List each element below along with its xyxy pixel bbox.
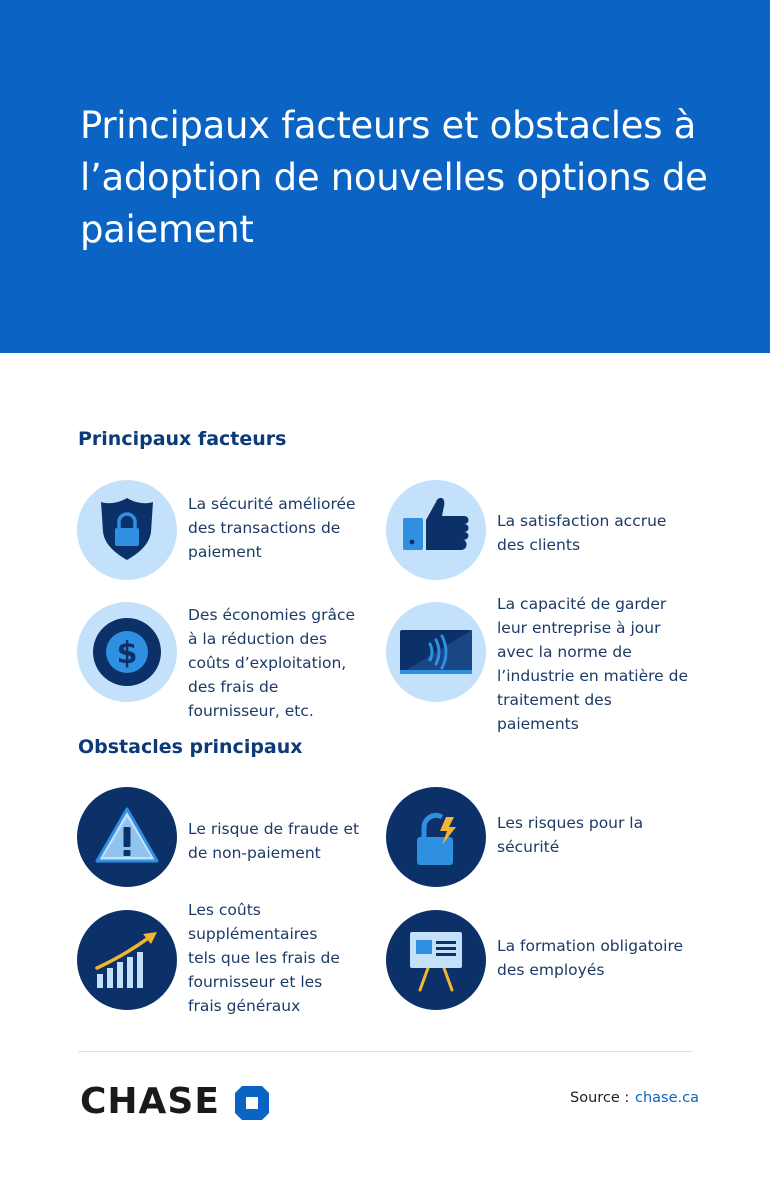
svg-text:$: $ (116, 636, 138, 671)
page-title: Principaux facteurs et obstacles à l’adoption de nouvelles options de paiement (80, 104, 708, 251)
obstacle-text: Les risques pour la sécurité (497, 814, 644, 856)
rising-chart-icon (77, 910, 177, 1010)
source-label: Source : (570, 1090, 630, 1106)
thumbs-up-icon (386, 480, 486, 580)
header-banner (0, 0, 770, 353)
obstacle-text: Le risque de fraude et de non-paiement (188, 820, 360, 862)
obstacle-text: Les coûts supplémentaires tels que les frais de fournisseur et les frais généraux (188, 901, 340, 1015)
chase-octagon-icon (234, 1085, 270, 1121)
facteur-text: La satisfaction accrue des clients (497, 512, 667, 554)
contactless-card-icon (386, 602, 486, 702)
obstacles-heading: Obstacles principaux (78, 736, 303, 758)
dollar-coin-icon (77, 602, 177, 702)
footer-divider (78, 1051, 693, 1052)
brand-name: CHASE (80, 1081, 220, 1122)
facteur-text: Des économies grâce à la réduction des coûts d’exploitation, des frais de fournisseur, etc. (188, 606, 356, 720)
obstacle-text: La formation obligatoire des employés (497, 937, 684, 979)
presentation-board-icon (386, 910, 486, 1010)
broken-lock-icon (386, 787, 486, 887)
facteurs-heading: Principaux facteurs (78, 428, 287, 450)
facteur-text: La sécurité améliorée des transactions de paiement (188, 495, 356, 561)
source-link[interactable]: chase.ca (635, 1090, 699, 1106)
facteur-text: La capacité de garder leur entreprise à jour avec la norme de l’industrie en matière de traitement des paiements (497, 595, 688, 733)
warning-icon (77, 787, 177, 887)
shield-lock-icon (77, 480, 177, 580)
